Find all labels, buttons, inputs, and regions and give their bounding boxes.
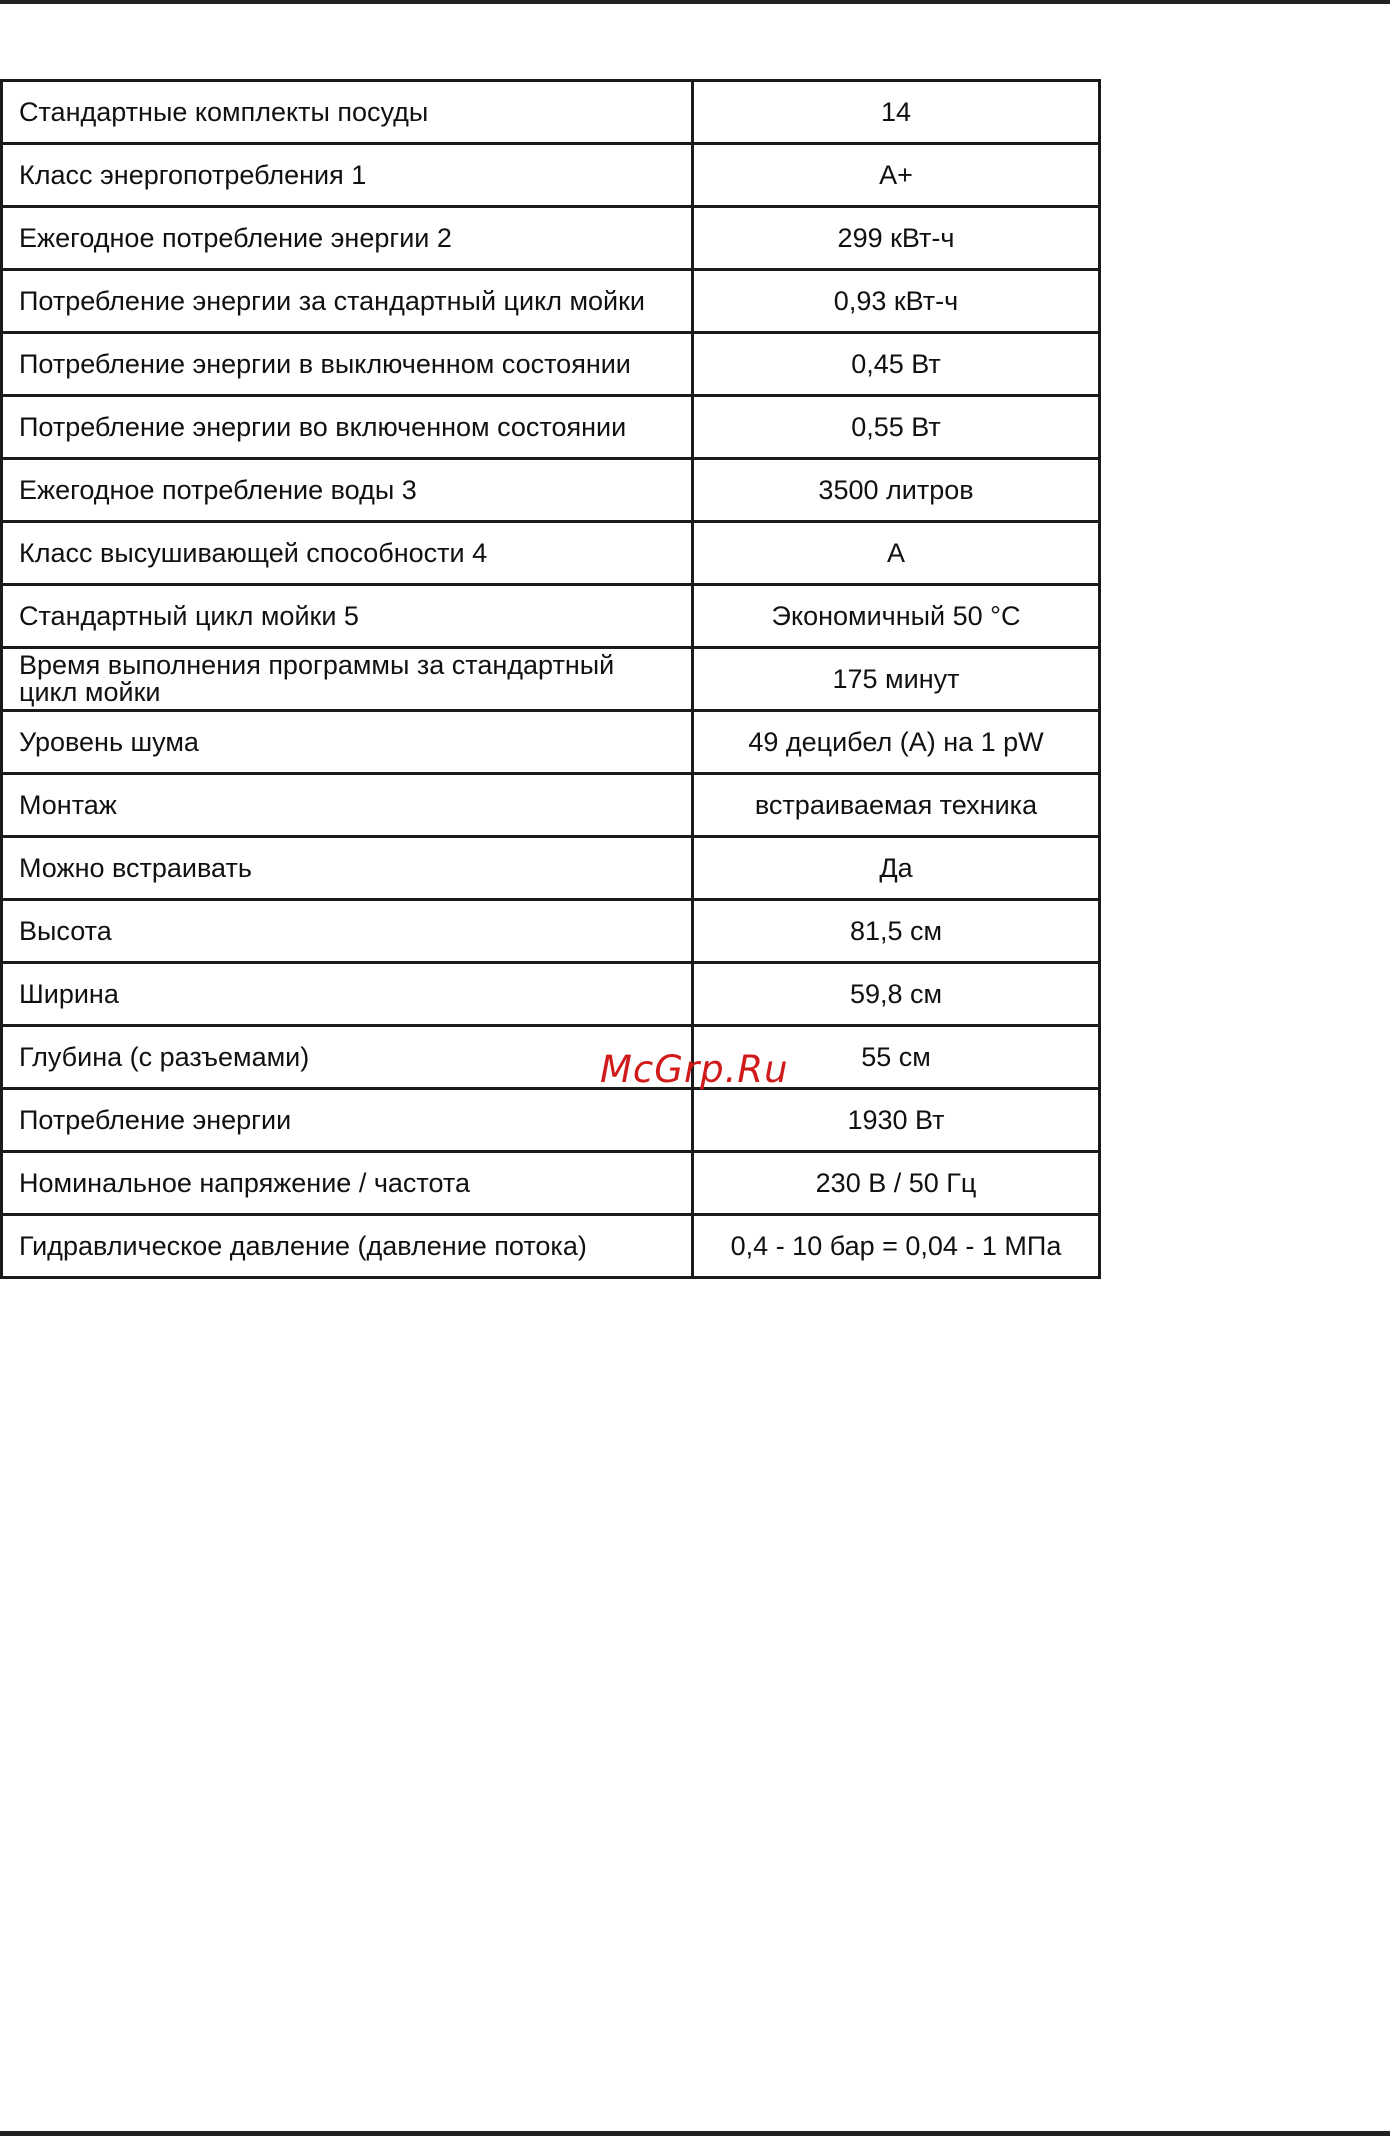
table-row [2,459,1100,522]
table-row [2,774,1100,837]
table-row [2,900,1100,963]
table-row [2,711,1100,774]
spec-value: 0,4 - 10 бар = 0,04 - 1 МПа [693,1215,1100,1278]
spec-label: Класс энергопотребления 1 [2,144,693,207]
spec-label: Класс высушивающей способности 4 [2,522,693,585]
spec-label: Уровень шума [2,711,693,774]
spec-value: 230 В / 50 Гц [693,1152,1100,1215]
spec-label: Ежегодное потребление энергии 2 [2,207,693,270]
table-row [2,1152,1100,1215]
table-row [2,144,1100,207]
watermark-text: McGrp.Ru [600,1048,789,1091]
table-row [2,333,1100,396]
spec-value: 0,45 Вт [693,333,1100,396]
table-row [2,270,1100,333]
table-row [2,837,1100,900]
spec-value: 3500 литров [693,459,1100,522]
spec-label: Можно встраивать [2,837,693,900]
table-row [2,81,1100,144]
spec-value: Экономичный 50 °C [693,585,1100,648]
spec-value: 49 децибел (A) на 1 pW [693,711,1100,774]
spec-value: 299 кВт-ч [693,207,1100,270]
spec-label: Потребление энергии в выключенном состоянии [2,333,693,396]
spec-label: Глубина (с разъемами) [2,1026,693,1089]
spec-label: Потребление энергии [2,1089,693,1152]
table-row [2,522,1100,585]
table-row [2,1089,1100,1152]
spec-value: 14 [693,81,1100,144]
spec-value: 0,55 Вт [693,396,1100,459]
spec-value: A+ [693,144,1100,207]
spec-label: Потребление энергии за стандартный цикл мойки [2,270,693,333]
spec-label: Стандартные комплекты посуды [2,81,693,144]
spec-label: Ширина [2,963,693,1026]
specifications-table [0,79,1101,1279]
spec-value: встраиваемая техника [693,774,1100,837]
spec-label: Время выполнения программы за стандартный цикл мойки [2,648,693,711]
spec-value: 59,8 см [693,963,1100,1026]
spec-label: Высота [2,900,693,963]
top-rule [0,0,1390,4]
spec-value: 175 минут [693,648,1100,711]
spec-value: 0,93 кВт-ч [693,270,1100,333]
table-row [2,1026,1100,1089]
table-row [2,585,1100,648]
spec-value: 81,5 см [693,900,1100,963]
spec-label: Номинальное напряжение / частота [2,1152,693,1215]
table-row [2,1215,1100,1278]
table-row [2,648,1100,711]
spec-value: A [693,522,1100,585]
spec-label: Гидравлическое давление (давление потока) [2,1215,693,1278]
table-row [2,396,1100,459]
table-row [2,963,1100,1026]
spec-label: Монтаж [2,774,693,837]
table-row [2,207,1100,270]
spec-label: Ежегодное потребление воды 3 [2,459,693,522]
spec-label: Стандартный цикл мойки 5 [2,585,693,648]
bottom-rule [0,2131,1390,2136]
spec-value: 1930 Вт [693,1089,1100,1152]
spec-value: Да [693,837,1100,900]
spec-value: 55 см [693,1026,1100,1089]
spec-label: Потребление энергии во включенном состоянии [2,396,693,459]
